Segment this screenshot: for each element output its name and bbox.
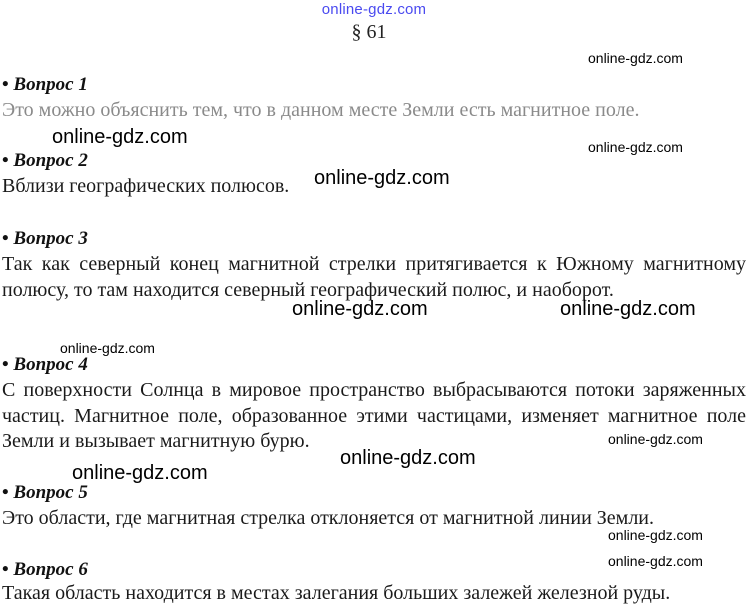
watermark: online-gdz.com [314,167,450,189]
watermark: online-gdz.com [588,50,683,66]
question-2-heading [2,150,88,172]
watermark: online-gdz.com [608,431,703,447]
question-5-title: Вопрос 5 [13,482,88,503]
question-6-heading [2,559,88,581]
bullet: • [2,228,9,249]
watermark: online-gdz.com [52,126,188,148]
watermark: online-gdz.com [340,447,476,469]
question-3-title: Вопрос 3 [13,228,88,249]
question-5-heading [2,482,88,504]
question-3-heading [2,228,88,250]
question-1-heading [2,74,88,96]
bullet: • [2,74,9,95]
watermark: online-gdz.com [608,527,703,543]
watermark: online-gdz.com [60,340,155,356]
question-6-title: Вопрос 6 [13,559,88,580]
watermark: online-gdz.com [560,298,696,320]
watermark: online-gdz.com [608,553,703,569]
question-3-answer: Так как северный конец магнитной стрелки притягивается к Южному магнитному полюсу, то там находится северный географический полюс, и наоборот. [2,253,746,301]
bullet: • [2,559,9,580]
question-1-title: Вопрос 1 [13,74,88,95]
question-4-title: Вопрос 4 [13,354,88,375]
question-6-answer: Такая область находится в местах залегания больших залежей железной руды. [2,582,671,604]
question-1-answer: Это можно объяснить тем, что в данном месте Земли есть магнитное поле. [2,99,640,121]
bullet: • [2,482,9,503]
question-2-answer: Вблизи географических полюсов. [2,175,290,197]
bullet: • [2,150,9,171]
question-4-heading [2,354,88,376]
watermark: online-gdz.com [292,298,428,320]
question-5-answer: Это области, где магнитная стрелка отклоняется от магнитной линии Земли. [2,507,655,529]
site-header-watermark: online-gdz.com [321,1,427,18]
watermark: online-gdz.com [588,139,683,155]
bullet: • [2,354,9,375]
question-4-answer: С поверхности Солнца в мировое пространство выбрасываются потоки заряженных частиц. Магнитное поле, образованное этими частицами, изменяет магнитное поле Земли и вызывает магнитную бурю. [2,379,746,452]
section-title: § 61 [351,21,387,43]
watermark: online-gdz.com [72,462,208,484]
question-2-title: Вопрос 2 [13,150,88,171]
